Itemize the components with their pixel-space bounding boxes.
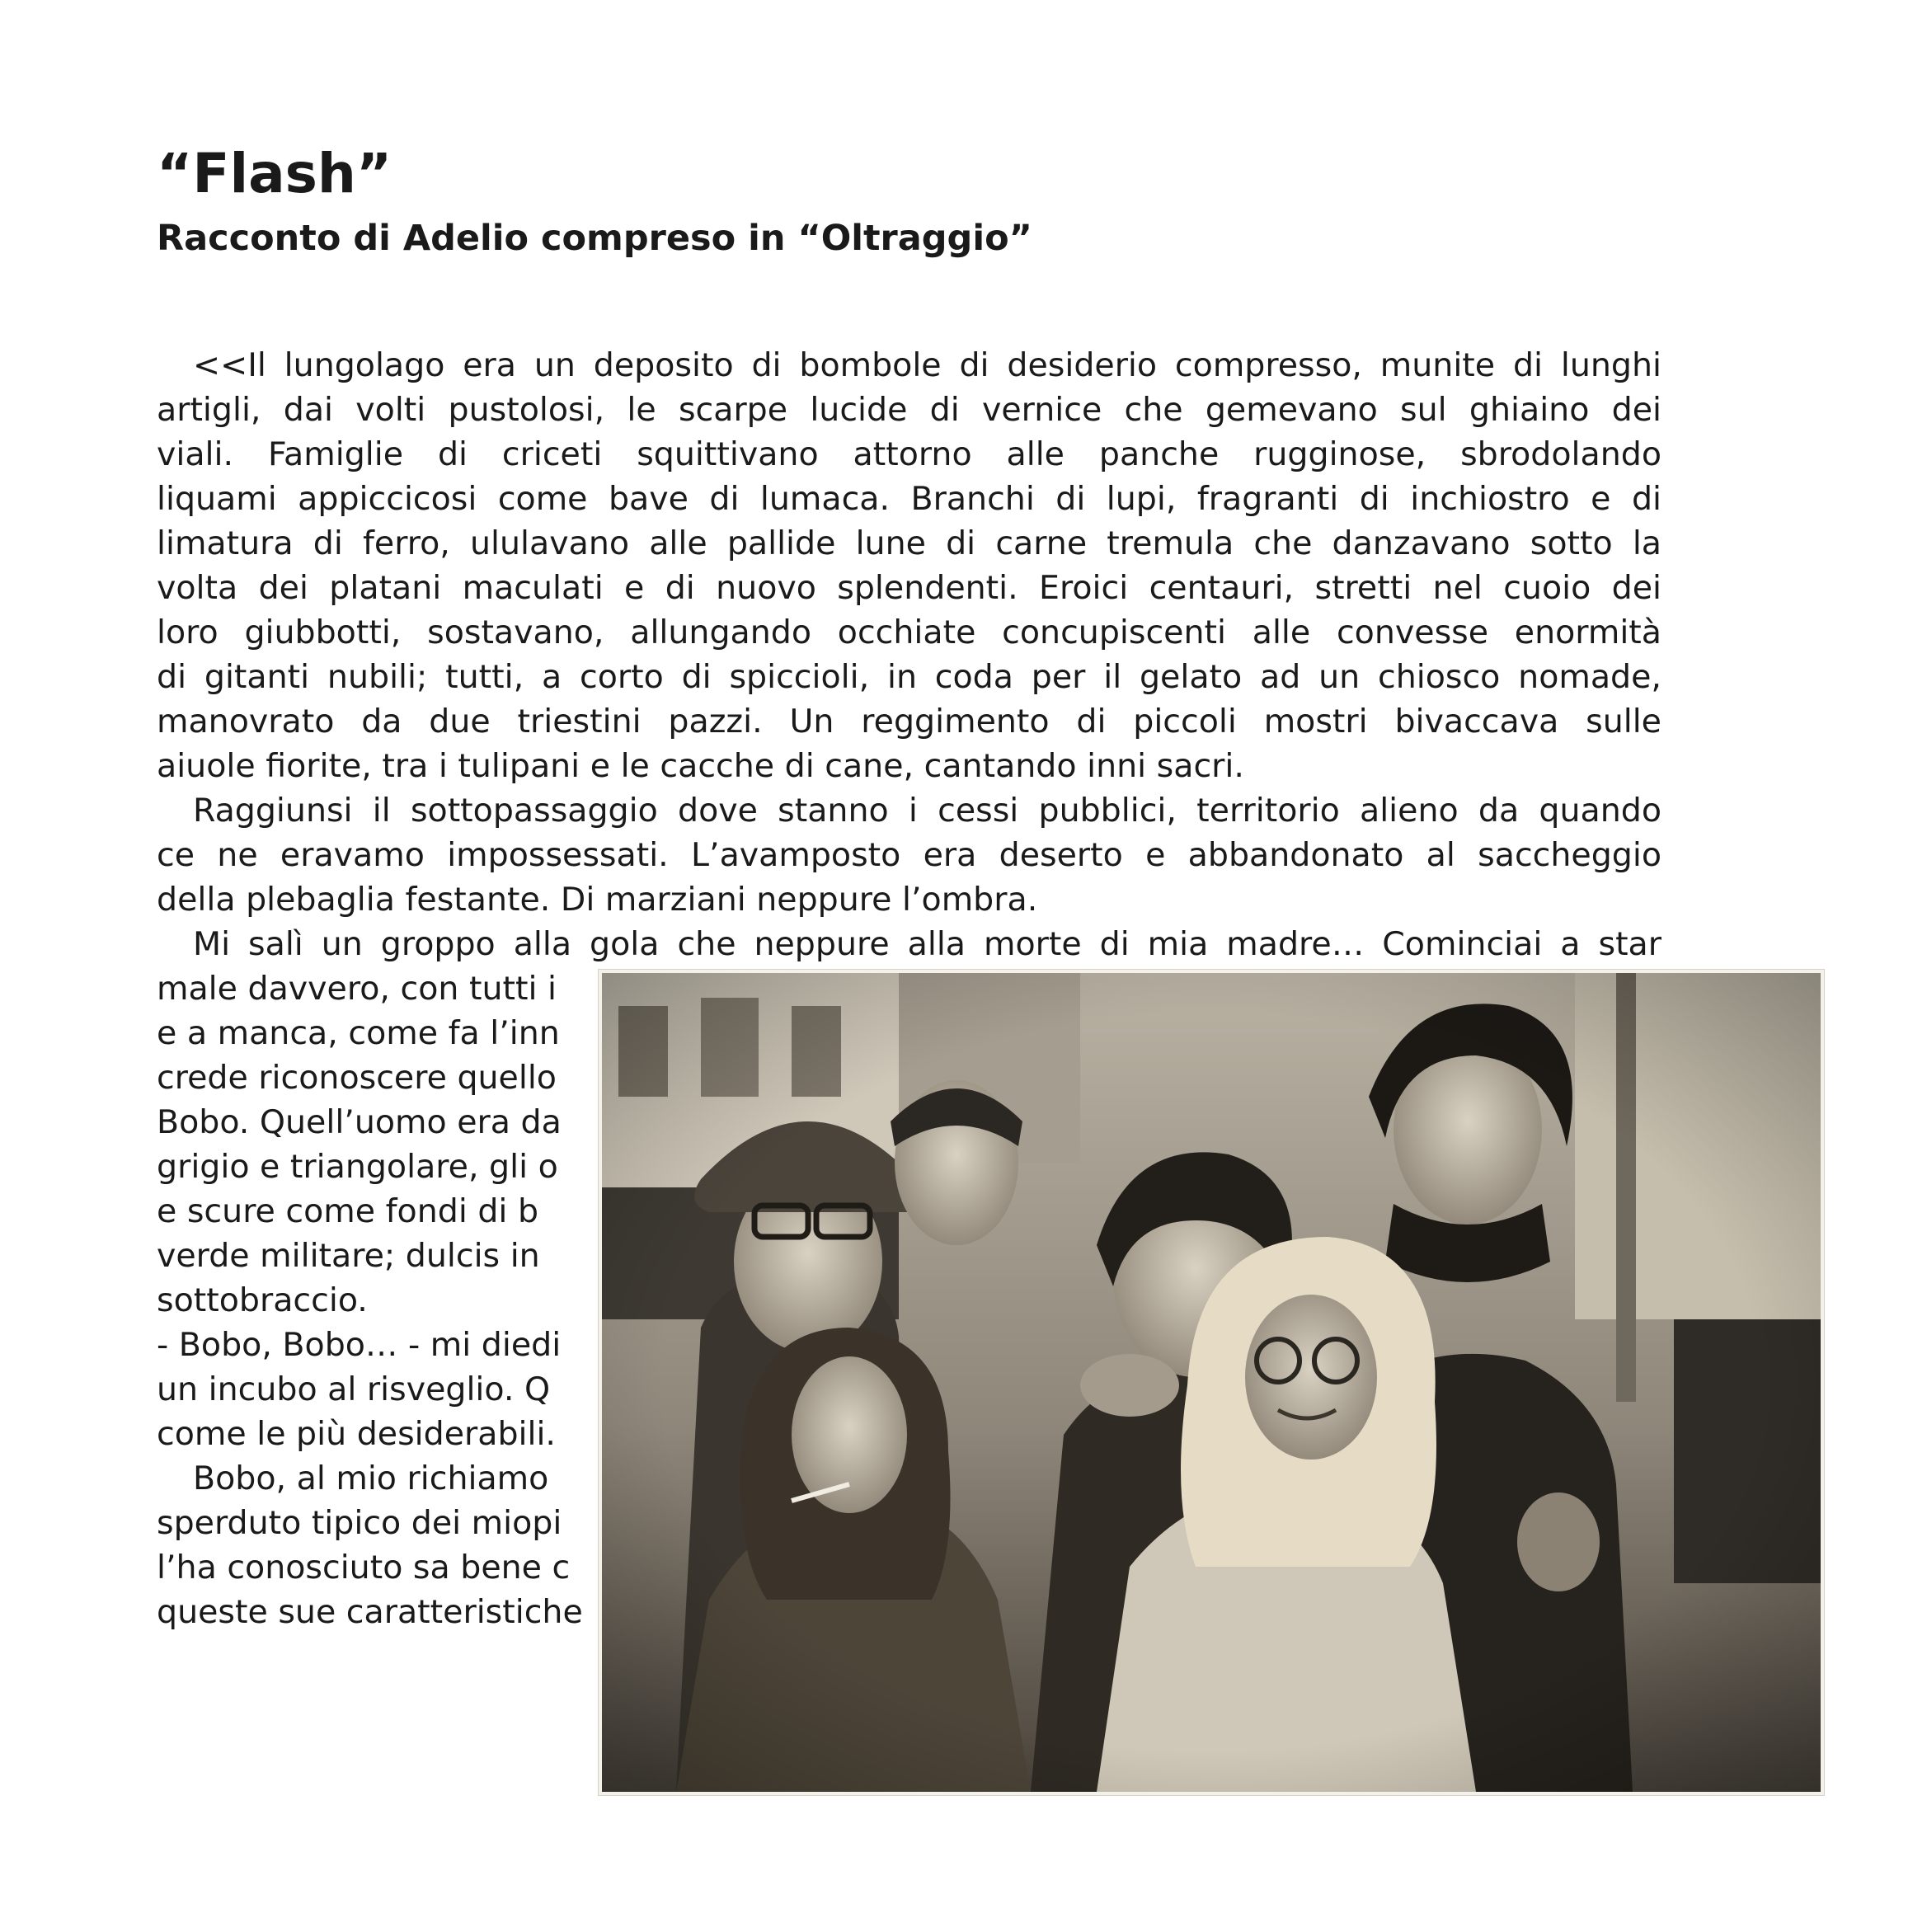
text-line: ce ne eravamo impossessati. L’avamposto era deserto e abbandonato al saccheggio — [157, 836, 1661, 874]
text-line: di gitanti nubili; tutti, a corto di spiccioli, in coda per il gelato ad un chiosco nomade, — [157, 658, 1661, 696]
story-paragraph — [157, 788, 1661, 922]
group-photograph — [599, 970, 1824, 1795]
text-line: crede riconoscere quello — [157, 1059, 557, 1097]
text-line: e scure come fondi di b — [157, 1192, 539, 1230]
text-line: sperduto tipico dei miopi — [157, 1504, 562, 1542]
text-line: sottobraccio. — [157, 1281, 368, 1319]
text-line: un incubo al risveglio. Q — [157, 1370, 551, 1408]
text-line: - Bobo, Bobo… - mi diedi — [157, 1326, 562, 1364]
page-subtitle: Racconto di Adelio compreso in “Oltraggio” — [157, 218, 1032, 259]
text-line: volta dei platani maculati e di nuovo splendenti. Eroici centauri, stretti nel cuoio dei — [157, 569, 1661, 607]
text-line: Bobo, al mio richiamo — [193, 1460, 549, 1497]
text-line: <<Il lungolago era un deposito di bombole di desiderio compresso, munite di lunghi — [193, 346, 1661, 384]
text-line: e a manca, come fa l’inn — [157, 1014, 560, 1052]
text-line: Bobo. Quell’uomo era da — [157, 1103, 562, 1141]
text-line: artigli, dai volti pustolosi, le scarpe lucide di vernice che gemevano sul ghiaino dei — [157, 391, 1661, 429]
page-title: “Flash” — [157, 142, 392, 205]
text-line: verde militare; dulcis in — [157, 1237, 540, 1275]
text-line: Raggiunsi il sottopassaggio dove stanno i cessi pubblici, territorio alieno da quando — [193, 792, 1661, 830]
story-paragraph — [157, 343, 1661, 788]
text-line: l’ha conosciuto sa bene c — [157, 1549, 571, 1586]
text-line: grigio e triangolare, gli o — [157, 1148, 558, 1186]
text-line: loro giubbotti, sostavano, allungando occhiate concupiscenti alle convesse enormità — [157, 613, 1661, 651]
photo-image — [602, 973, 1821, 1792]
text-line: queste sue caratteristiche — [157, 1593, 583, 1631]
text-line: limatura di ferro, ululavano alle pallide lune di carne tremula che danzavano sotto la — [157, 524, 1661, 562]
text-line: liquami appiccicosi come bave di lumaca. Branchi di lupi, fragranti di inchiostro e di — [157, 480, 1661, 518]
text-line: viali. Famiglie di criceti squittivano attorno alle panche rugginose, sbrodolando — [157, 435, 1661, 473]
text-line: Mi salì un groppo alla gola che neppure alla morte di mia madre… Cominciai a star — [193, 925, 1661, 963]
text-line: manovrato da due triestini pazzi. Un reggimento di piccoli mostri bivaccava sulle — [157, 703, 1661, 740]
text-line: come le più desiderabili. — [157, 1415, 556, 1453]
text-line: male davvero, con tutti i — [157, 970, 557, 1008]
text-line: aiuole fiorite, tra i tulipani e le cacche di cane, cantando inni sacri. — [157, 747, 1244, 785]
text-line: della plebaglia festante. Di marziani neppure l’ombra. — [157, 881, 1038, 919]
